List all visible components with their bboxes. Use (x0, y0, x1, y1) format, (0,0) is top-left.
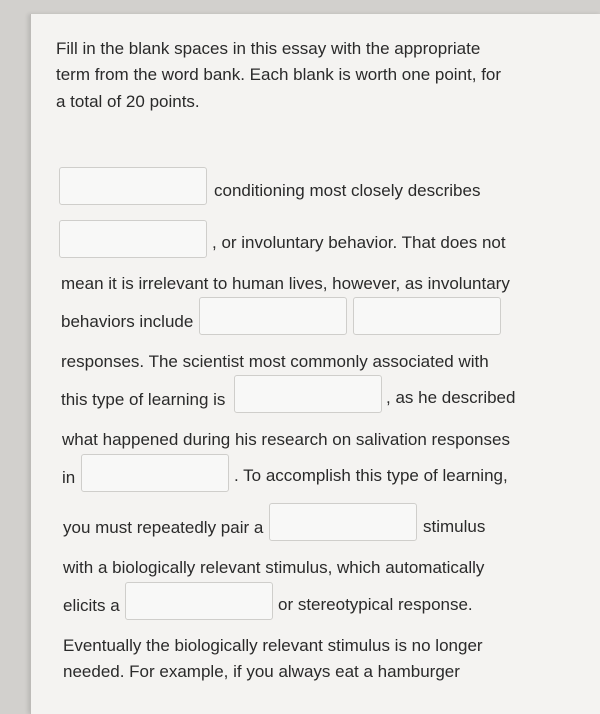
essay-text-17: needed. For example, if you always eat a hamburger (63, 662, 460, 681)
essay-text-9: in (62, 468, 76, 487)
blank-5-input[interactable] (234, 375, 382, 413)
blank-7-input[interactable] (269, 503, 417, 541)
instructions-line-3: a total of 20 points. (56, 92, 200, 111)
essay-text-15: or stereotypical response. (278, 595, 473, 614)
quiz-sheet (30, 14, 600, 714)
essay-text-6: this type of learning is (61, 390, 226, 409)
essay-text-13: with a biologically relevant stimulus, which automatically (63, 558, 485, 577)
instructions-line-1: Fill in the blank spaces in this essay with the appropriate (56, 39, 481, 58)
essay-text-5: responses. The scientist most commonly associated with (61, 352, 489, 371)
essay-text-3: mean it is irrelevant to human lives, however, as involuntary (61, 274, 510, 293)
essay-text-7: , as he described (386, 388, 516, 407)
blank-8-input[interactable] (125, 582, 273, 620)
essay-text-11: you must repeatedly pair a (63, 518, 264, 537)
blank-1-input[interactable] (59, 167, 207, 205)
essay-text-16: Eventually the biologically relevant stimulus is no longer (63, 636, 483, 655)
blank-4-input[interactable] (353, 297, 501, 335)
essay-text-1: conditioning most closely describes (214, 181, 481, 200)
essay-text-8: what happened during his research on salivation responses (62, 430, 510, 449)
blank-3-input[interactable] (199, 297, 347, 335)
instructions-line-2: term from the word bank. Each blank is worth one point, for (56, 65, 502, 84)
essay-text-4: behaviors include (61, 312, 194, 331)
essay-text-2: , or involuntary behavior. That does not (212, 233, 506, 252)
essay-text-12: stimulus (423, 517, 486, 536)
essay-text-14: elicits a (63, 596, 120, 615)
essay-text-10: . To accomplish this type of learning, (234, 466, 508, 485)
blank-2-input[interactable] (59, 220, 207, 258)
blank-6-input[interactable] (81, 454, 229, 492)
